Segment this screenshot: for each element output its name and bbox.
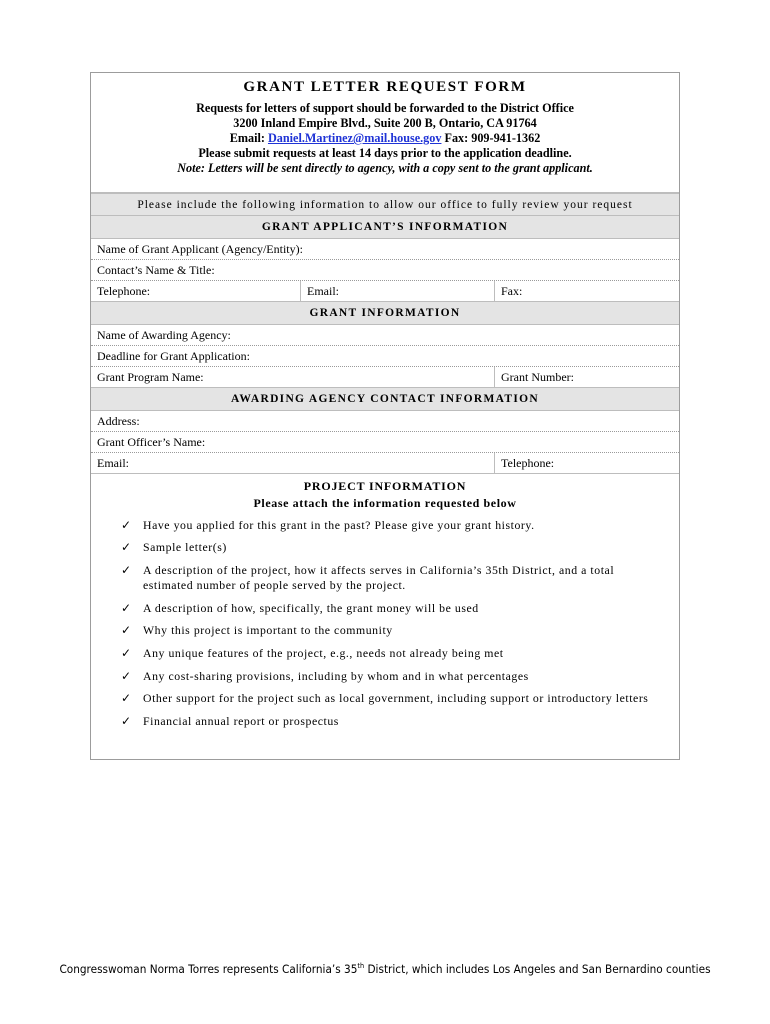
page-footer xyxy=(27,962,743,976)
form-header xyxy=(91,73,679,193)
header-instructions: Requests for letters of support should be forwarded to the District Office xyxy=(196,101,574,115)
address-field[interactable] xyxy=(91,411,679,432)
awarding-agency-label: Name of Awarding Agency: xyxy=(97,328,231,342)
list-item-text: Any cost-sharing provisions, including by whom and in what percentages xyxy=(143,669,529,683)
checkmark-icon: ✓ xyxy=(121,601,132,615)
deadline-field[interactable] xyxy=(91,346,679,367)
awarding-agency-field[interactable] xyxy=(91,325,679,346)
applicant-email-field[interactable]: Email: xyxy=(300,281,494,301)
applicant-contact-row xyxy=(91,281,679,302)
grant-program-row xyxy=(91,367,679,388)
deadline-notice: Please submit requests at least 14 days prior to the application deadline. xyxy=(198,146,572,160)
applicant-name-label: Name of Grant Applicant (Agency/Entity): xyxy=(97,242,303,256)
grant-officer-field[interactable] xyxy=(91,432,679,453)
project-section xyxy=(91,474,679,759)
list-item xyxy=(121,714,661,729)
deadline-label: Deadline for Grant Application: xyxy=(97,349,250,363)
project-checklist xyxy=(121,518,661,729)
footer-text-end: District, which includes Los Angeles and San Bernardino counties xyxy=(364,962,711,976)
list-item xyxy=(121,563,661,593)
form-title: GRANT LETTER REQUEST FORM xyxy=(243,79,527,95)
list-item-text: Financial annual report or prospectus xyxy=(143,714,339,728)
applicant-telephone-field[interactable]: Telephone: xyxy=(97,284,151,298)
list-item-text: Any unique features of the project, e.g., needs not already being met xyxy=(143,646,504,660)
list-item-text: A description of how, specifically, the grant money will be used xyxy=(143,601,479,615)
intro-banner: Please include the following information to allow our office to fully review your request xyxy=(91,193,679,216)
list-item xyxy=(121,669,661,684)
list-item xyxy=(121,623,661,638)
address-label: Address: xyxy=(97,414,140,428)
awarding-email-field[interactable]: Email: xyxy=(97,456,129,470)
footer-superscript: th xyxy=(357,962,365,970)
office-email-link[interactable]: Daniel.Martinez@mail.house.gov xyxy=(267,131,442,145)
awarding-section-heading: AWARDING AGENCY CONTACT INFORMATION xyxy=(91,388,679,411)
office-fax: Fax: 909-941-1362 xyxy=(441,131,541,145)
grant-number-field[interactable]: Grant Number: xyxy=(494,367,679,387)
grant-section-heading: GRANT INFORMATION xyxy=(91,302,679,325)
project-heading: PROJECT INFORMATION xyxy=(303,479,467,493)
contact-name-label: Contact’s Name & Title: xyxy=(97,263,215,277)
office-address: 3200 Inland Empire Blvd., Suite 200 B, Ontario, CA 91764 xyxy=(233,116,537,130)
office-email-fax xyxy=(91,131,679,146)
footer-text-start: Congresswoman Norma Torres represents California’s 35 xyxy=(59,962,358,976)
checkmark-icon: ✓ xyxy=(121,540,132,554)
project-subheading: Please attach the information requested below xyxy=(253,496,517,510)
checkmark-icon: ✓ xyxy=(121,714,132,728)
grant-program-field[interactable]: Grant Program Name: xyxy=(97,370,204,384)
grant-officer-label: Grant Officer’s Name: xyxy=(97,435,206,449)
list-item-text: A description of the project, how it affects serves in California’s 35th District, and a total estimated number of people served by the project. xyxy=(143,563,615,592)
awarding-telephone-field[interactable]: Telephone: xyxy=(494,453,679,473)
contact-name-field[interactable] xyxy=(91,260,679,281)
applicant-fax-field[interactable]: Fax: xyxy=(494,281,679,301)
checkmark-icon: ✓ xyxy=(121,623,132,637)
delivery-note: Note: Letters will be sent directly to agency, with a copy sent to the grant applicant. xyxy=(177,161,593,175)
list-item-text: Sample letter(s) xyxy=(143,540,227,554)
checkmark-icon: ✓ xyxy=(121,669,132,683)
list-item xyxy=(121,540,661,555)
list-item xyxy=(121,601,661,616)
grant-request-form xyxy=(90,72,680,760)
checkmark-icon: ✓ xyxy=(121,563,132,577)
list-item-text: Have you applied for this grant in the past? Please give your grant history. xyxy=(143,518,535,532)
applicant-name-field[interactable] xyxy=(91,239,679,260)
list-item xyxy=(121,691,661,706)
checkmark-icon: ✓ xyxy=(121,646,132,660)
applicant-section-heading: GRANT APPLICANT’S INFORMATION xyxy=(91,216,679,239)
list-item xyxy=(121,518,661,533)
list-item-text: Other support for the project such as local government, including support or introductory letters xyxy=(143,691,649,705)
list-item xyxy=(121,646,661,661)
checkmark-icon: ✓ xyxy=(121,691,132,705)
checkmark-icon: ✓ xyxy=(121,518,132,532)
list-item-text: Why this project is important to the community xyxy=(143,623,393,637)
email-label: Email: xyxy=(229,131,268,145)
awarding-contact-row xyxy=(91,453,679,474)
